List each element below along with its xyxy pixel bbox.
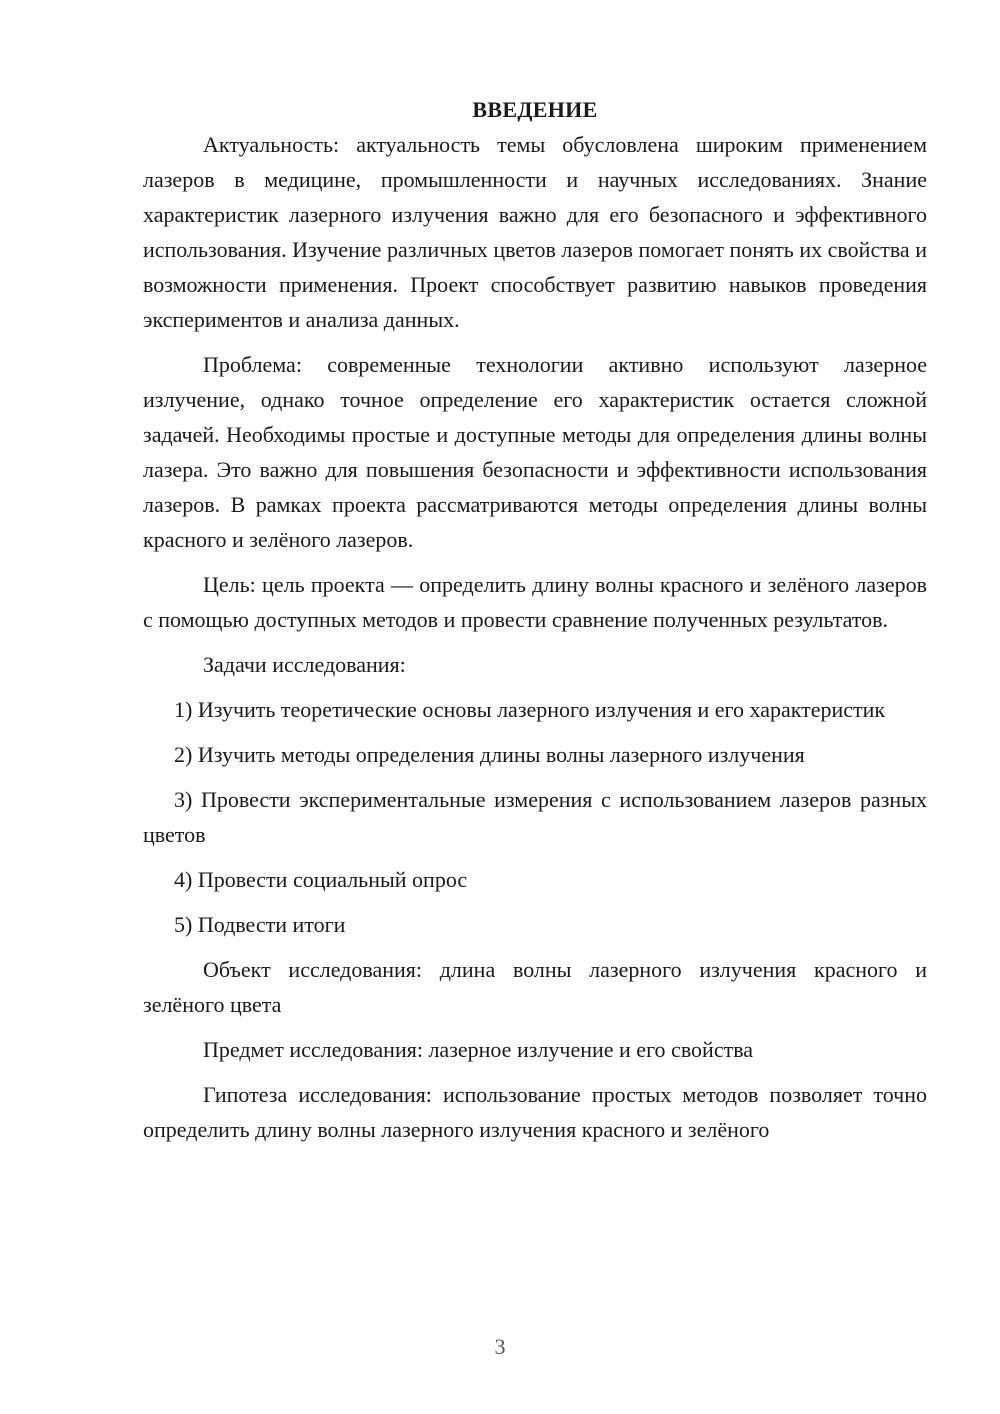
subject-paragraph: Предмет исследования: лазерное излучение и его свойства bbox=[203, 1037, 754, 1062]
problem-paragraph: Проблема: современные технологии активно используют лазерное излучение, однако точное определение его характеристик остается сложной задачей. Необходимы простые и доступные методы для определения длины волны лазера. Это важно для повышения безопасности и эффективности использования лазеров. В рамках проекта рассматриваются методы определения длины волны красного и зелёного лазеров. bbox=[143, 352, 927, 552]
tasks-heading: Задачи исследования: bbox=[203, 652, 406, 677]
relevance-paragraph: Актуальность: актуальность темы обусловлена широким применением лазеров в медицине, промышленности и научных исследованиях. Знание характеристик лазерного излучения важно для его безопасного и эффективного использования. Изучение различных цветов лазеров помогает понять их свойства и возможности применения. Проект способствует развитию навыков проведения экспериментов и анализа данных. bbox=[143, 132, 927, 332]
object-paragraph: Объект исследования: длина волны лазерного излучения красного и зелёного цвета bbox=[143, 957, 927, 1017]
hypothesis-paragraph: Гипотеза исследования: использование простых методов позволяет точно определить длину волны лазерного излучения красного и зелёного bbox=[143, 1082, 927, 1142]
task-item-1: 1) Изучить теоретические основы лазерного излучения и его характеристик bbox=[174, 697, 886, 722]
task-item-5: 5) Подвести итоги bbox=[174, 912, 346, 937]
page-number: 3 bbox=[494, 1334, 506, 1359]
task-item-4: 4) Провести социальный опрос bbox=[174, 867, 468, 892]
section-title: ВВЕДЕНИЕ bbox=[472, 97, 598, 122]
task-item-3: 3) Провести экспериментальные измерения с использованием лазеров разных цветов bbox=[143, 787, 927, 847]
task-item-2: 2) Изучить методы определения длины волны лазерного излучения bbox=[174, 742, 805, 767]
tasks-list bbox=[143, 692, 927, 942]
document-page bbox=[143, 92, 927, 1157]
goal-paragraph: Цель: цель проекта — определить длину волны красного и зелёного лазеров с помощью доступных методов и провести сравнение полученных результатов. bbox=[143, 572, 927, 632]
